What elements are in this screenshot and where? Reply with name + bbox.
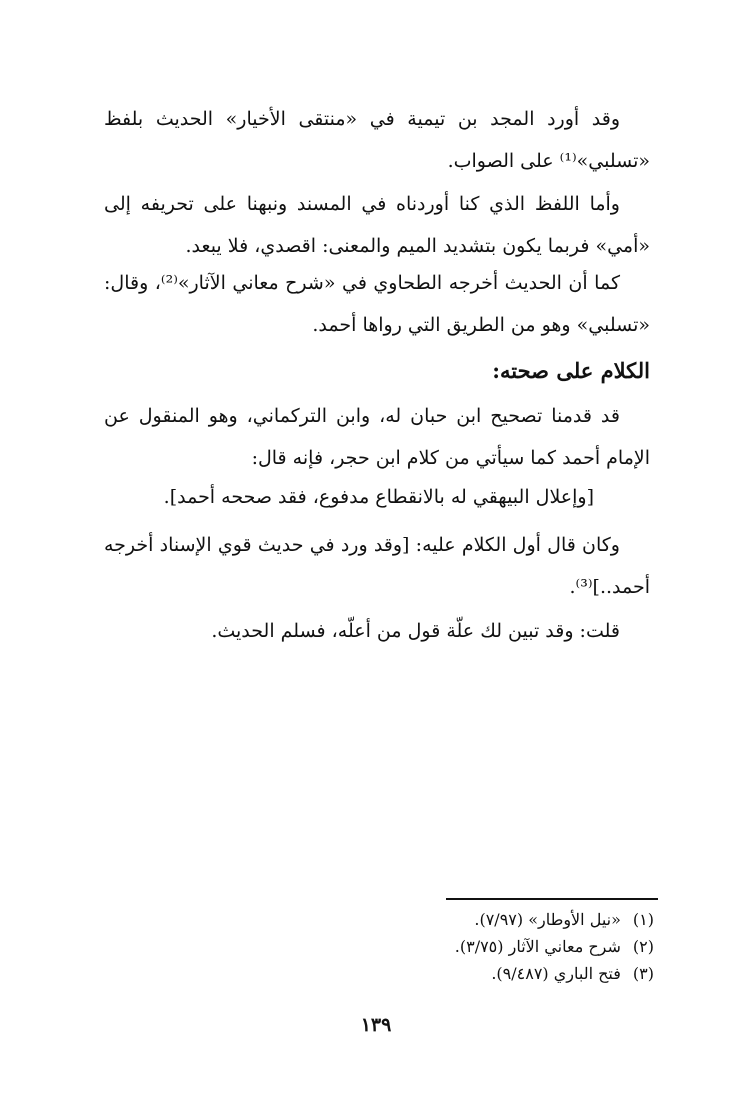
paragraph-5: وكان قال أول الكلام عليه: [وقد ورد في حديث قوي الإسناد أخرجه أحمد..]⁽³⁾. — [104, 534, 650, 598]
footnote-separator — [446, 898, 658, 900]
footnote-2-number: (٢) — [632, 937, 654, 956]
footnotes — [300, 906, 654, 987]
footnote-3-number: (٣) — [632, 964, 654, 983]
paragraph-4-block — [104, 395, 650, 479]
paragraph-3: كما أن الحديث أخرجه الطحاوي في «شرح معاني الآثار»⁽²⁾، وقال: «تسلبي» وهو من الطريق التي رواها أحمد. — [104, 272, 650, 336]
footnote-2 — [300, 933, 654, 960]
quote-line: [وإعلال البيهقي له بالانقطاع مدفوع، فقد صححه أحمد]. — [163, 486, 594, 508]
footnote-1-number: (١) — [632, 910, 654, 929]
paragraph-2: وأما اللفظ الذي كنا أوردناه في المسند ونبهنا على تحريفه إلى «أمي» فربما يكون بتشديد الميم والمعنى: اقصدي، فلا يبعد. — [104, 193, 650, 257]
footnote-3 — [300, 960, 654, 987]
paragraph-1: وقد أورد المجد بن تيمية في «منتقى الأخيار» الحديث بلفظ «تسلبي»⁽¹⁾ على الصواب. — [104, 108, 650, 172]
paragraph-6: قلت: وقد تبين لك علّة قول من أعلّه، فسلم الحديث. — [211, 620, 620, 642]
paragraph-6-block — [104, 610, 650, 652]
paragraph-1-block — [104, 98, 650, 182]
paragraph-2-block — [104, 183, 650, 267]
footnote-1-text: «نيل الأوطار» (٧/٩٧). — [474, 910, 621, 929]
paragraph-3-block — [104, 262, 650, 346]
section-heading: الكلام على صحته: — [492, 358, 650, 383]
page-number: ١٣٩ — [360, 1014, 392, 1036]
paragraph-5-block — [104, 524, 650, 608]
footnote-1 — [300, 906, 654, 933]
footnote-2-text: شرح معاني الآثار (٣/٧٥). — [454, 937, 621, 956]
paragraph-4: قد قدمنا تصحيح ابن حبان له، وابن التركماني، وهو المنقول عن الإمام أحمد كما سيأتي من كلام ابن حجر، فإنه قال: — [104, 405, 650, 469]
footnote-3-text: فتح الباري (٩/٤٨٧). — [491, 964, 621, 983]
